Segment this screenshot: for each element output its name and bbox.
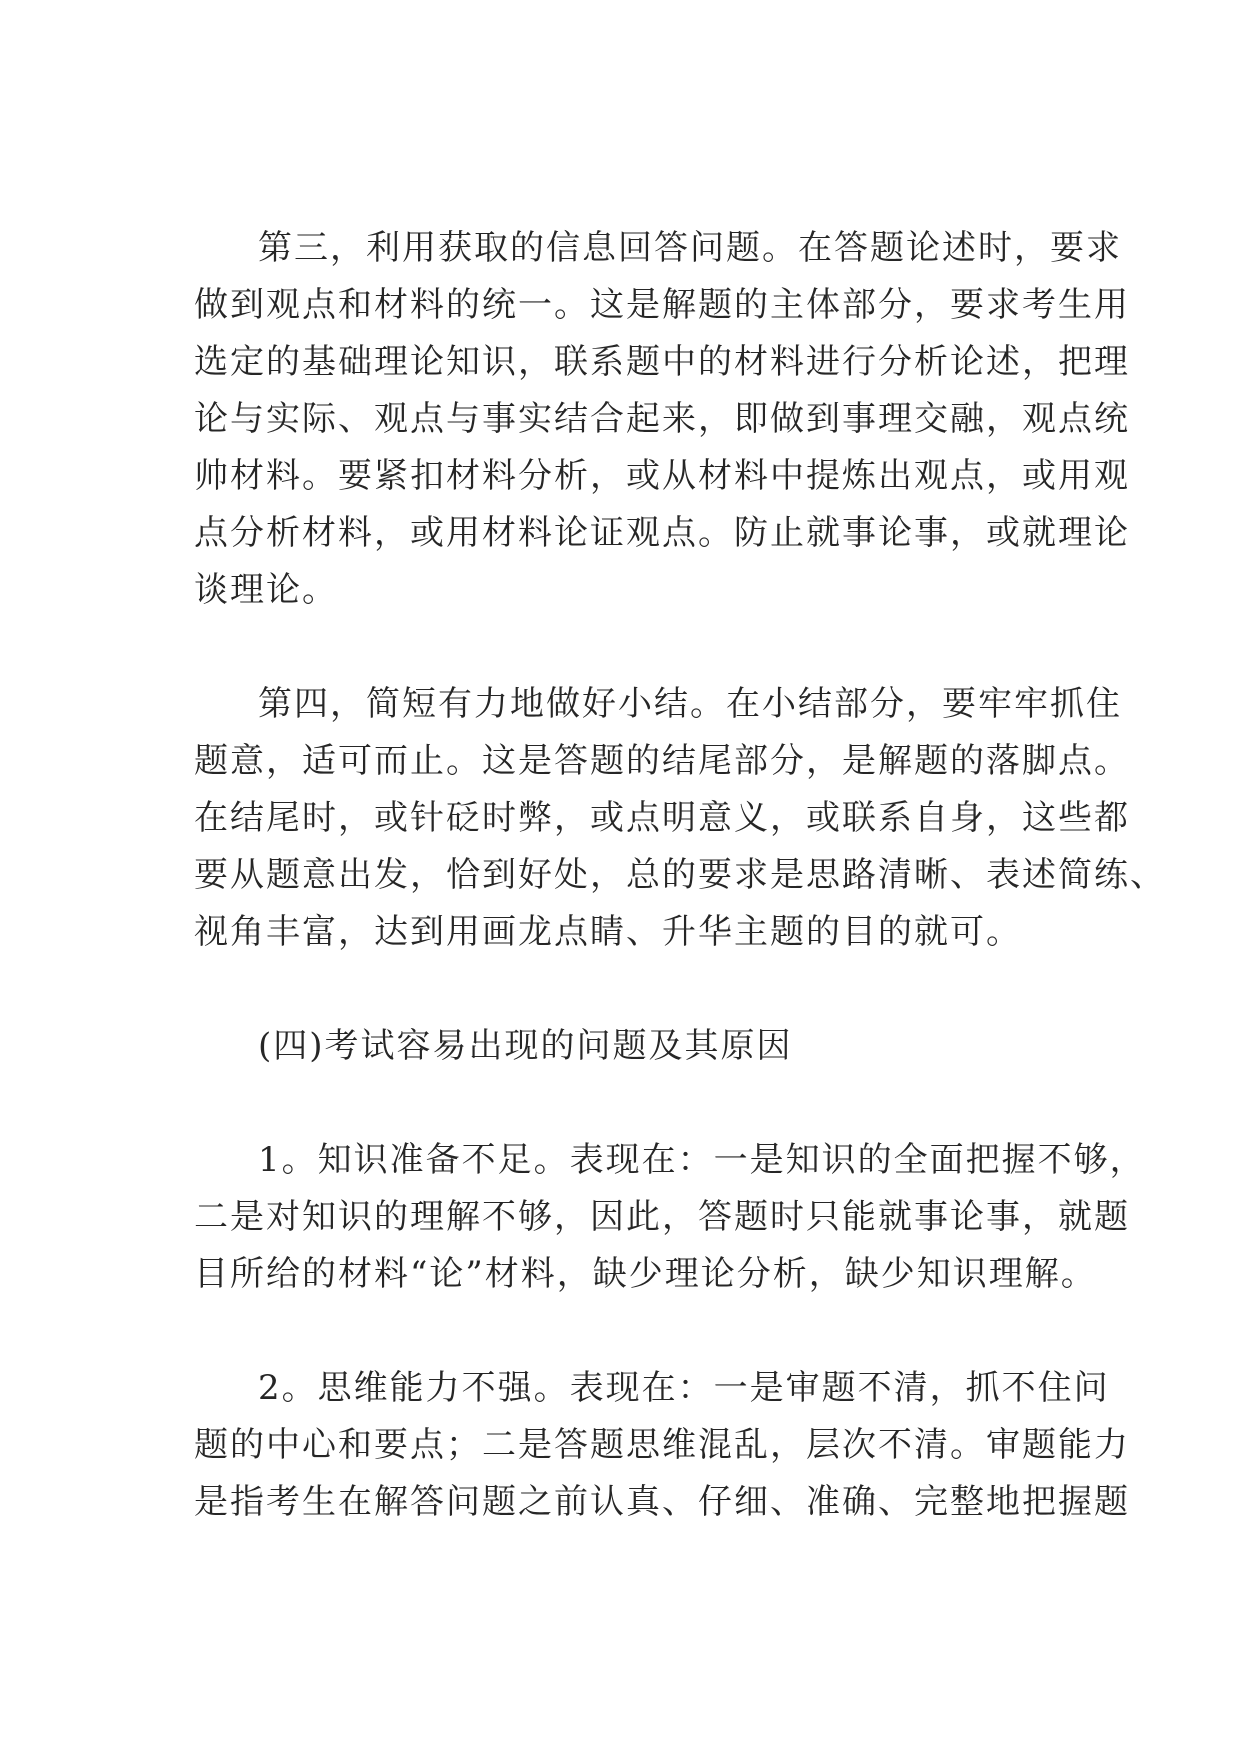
paragraph-4-line-3: 是指考生在解答问题之前认真、仔细、准确、完整地把握题 <box>194 1482 1130 1522</box>
paragraph-2-line-2: 题意，适可而止。这是答题的结尾部分，是解题的落脚点。 <box>194 741 1130 781</box>
paragraph-3-line-3: 目所给的材料“论”材料，缺少理论分析，缺少知识理解。 <box>194 1254 1097 1294</box>
paragraph-1-line-4: 论与实际、观点与事实结合起来，即做到事理交融，观点统 <box>194 399 1130 439</box>
paragraph-3-line-1: 1。知识准备不足。表现在：一是知识的全面把握不够， <box>258 1140 1146 1180</box>
paragraph-2-line-4: 要从题意出发，恰到好处，总的要求是思路清晰、表述简练、 <box>194 855 1166 895</box>
paragraph-1-line-3: 选定的基础理论知识，联系题中的材料进行分析论述，把理 <box>194 342 1130 382</box>
paragraph-3-line-2: 二是对知识的理解不够，因此，答题时只能就事论事，就题 <box>194 1197 1130 1237</box>
paragraph-2-line-5: 视角丰富，达到用画龙点睛、升华主题的目的就可。 <box>194 912 1022 952</box>
paragraph-4-line-1: 2。思维能力不强。表现在：一是审题不清，抓不住问 <box>258 1368 1110 1408</box>
paragraph-1-line-6: 点分析材料，或用材料论证观点。防止就事论事，或就理论 <box>194 513 1130 553</box>
paragraph-1-line-1: 第三，利用获取的信息回答问题。在答题论述时，要求 <box>258 228 1122 268</box>
section-heading: (四)考试容易出现的问题及其原因 <box>258 1026 793 1066</box>
paragraph-1-line-5: 帅材料。要紧扣材料分析，或从材料中提炼出观点，或用观 <box>194 456 1130 496</box>
paragraph-2-line-1: 第四，简短有力地做好小结。在小结部分，要牢牢抓住 <box>258 684 1122 724</box>
paragraph-1-line-2: 做到观点和材料的统一。这是解题的主体部分，要求考生用 <box>194 285 1130 325</box>
paragraph-2-line-3: 在结尾时，或针砭时弊，或点明意义，或联系自身，这些都 <box>194 798 1130 838</box>
paragraph-1-line-7: 谈理论。 <box>194 570 338 610</box>
paragraph-4-line-2: 题的中心和要点；二是答题思维混乱，层次不清。审题能力 <box>194 1425 1130 1465</box>
